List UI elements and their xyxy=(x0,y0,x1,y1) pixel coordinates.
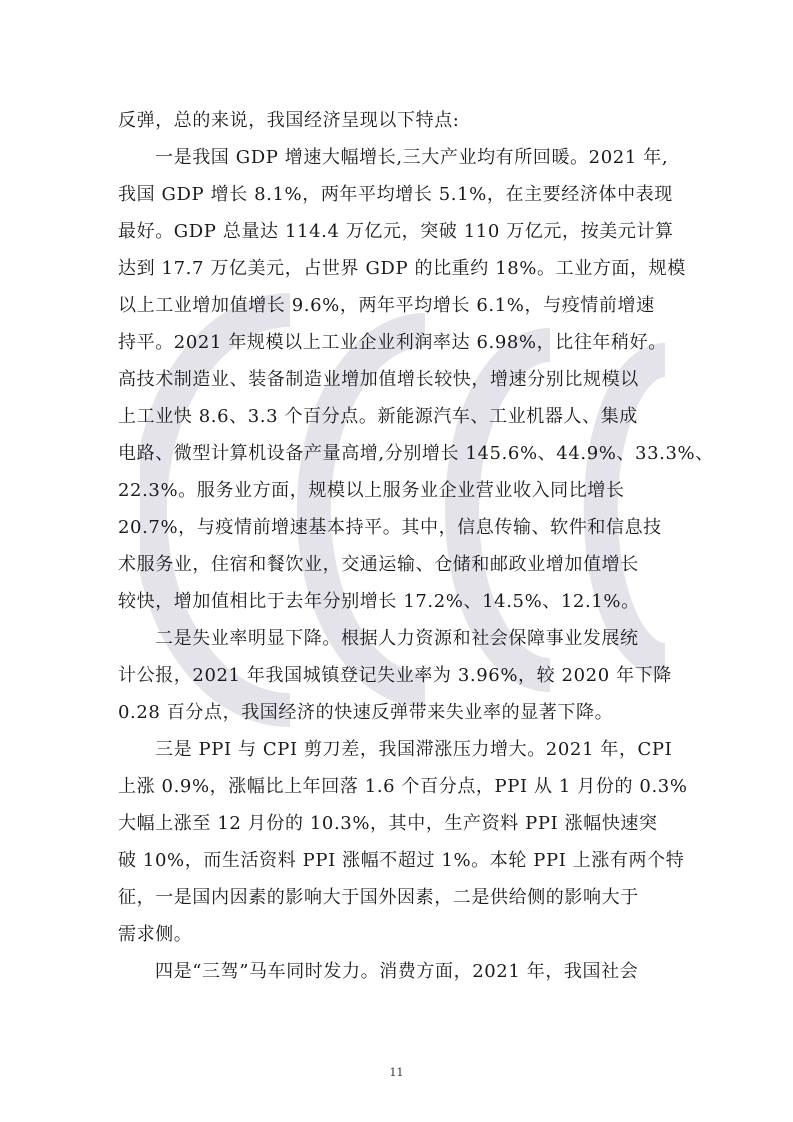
text-line: 0.28 百分点，我国经济的快速反弹带来失业率的显著下降。 xyxy=(118,702,614,723)
text-line: 上工业快 8.6、3.3 个百分点。新能源汽车、工业机器人、集成 xyxy=(118,406,638,427)
paragraph-point-two xyxy=(118,620,688,731)
text-line: 我国 GDP 增长 8.1%，两年平均增长 5.1%，在主要经济体中表现 xyxy=(118,184,673,205)
page-number: 11 xyxy=(389,1066,404,1079)
text-line: 高技术制造业、装备制造业增加值增长较快，增速分别比规模以 xyxy=(118,369,639,390)
text-line: 一是我国 GDP 增速大幅增长,三大产业均有所回暖。2021 年, xyxy=(155,147,669,168)
text-line: 较快，增加值相比于去年分别增长 17.2%、14.5%、12.1%。 xyxy=(118,591,640,612)
text-line: 22.3%。服务业方面，规模以上服务业企业营业收入同比增长 xyxy=(118,480,625,501)
text-line: 破 10%，而生活资料 PPI 涨幅不超过 1%。本轮 PPI 上涨有两个特 xyxy=(118,850,685,871)
paragraph-intro xyxy=(118,102,688,139)
text-line: 反弹，总的来说，我国经济呈现以下特点: xyxy=(118,110,460,131)
text-line: 大幅上涨至 12 月份的 10.3%，其中，生产资料 PPI 涨幅快速突 xyxy=(118,813,658,834)
document-body xyxy=(118,102,714,990)
text-line: 征，一是国内因素的影响大于国外因素，二是供给侧的影响大于 xyxy=(118,887,639,908)
text-line: 达到 17.7 万亿美元，占世界 GDP 的比重约 18%。工业方面，规模 xyxy=(118,258,686,279)
text-line: 三是 PPI 与 CPI 剪刀差，我国滞涨压力增大。2021 年，CPI xyxy=(155,739,673,760)
text-line: 持平。2021 年规模以上工业企业利润率达 6.98%，比往年稍好。 xyxy=(118,332,667,353)
text-line: 最好。GDP 总量达 114.4 万亿元，突破 110 万亿元，按美元计算 xyxy=(118,221,674,242)
text-line: 二是失业率明显下降。根据人力资源和社会保障事业发展统 xyxy=(155,628,639,649)
text-line: 电路、微型计算机设备产量高增,分别增长 145.6%、44.9%、33.3%、 xyxy=(118,443,714,464)
text-line: 20.7%，与疫情前增速基本持平。其中，信息传输、软件和信息技 xyxy=(118,517,662,538)
text-line: 上涨 0.9%，涨幅比上年回落 1.6 个百分点，PPI 从 1 月份的 0.3% xyxy=(118,776,688,797)
paragraph-point-three xyxy=(118,731,688,953)
paragraph-point-one xyxy=(118,139,714,620)
text-line: 计公报，2021 年我国城镇登记失业率为 3.96%，较 2020 年下降 xyxy=(118,665,672,686)
text-line: 以上工业增加值增长 9.6%，两年平均增长 6.1%，与疫情前增速 xyxy=(118,295,655,316)
text-line: 需求侧。 xyxy=(118,924,193,945)
paragraph-point-four xyxy=(118,953,688,990)
text-line: 四是“三驾”马车同时发力。消费方面，2021 年，我国社会 xyxy=(155,961,639,982)
text-line: 术服务业，住宿和餐饮业，交通运输、仓储和邮政业增加值增长 xyxy=(118,554,639,575)
